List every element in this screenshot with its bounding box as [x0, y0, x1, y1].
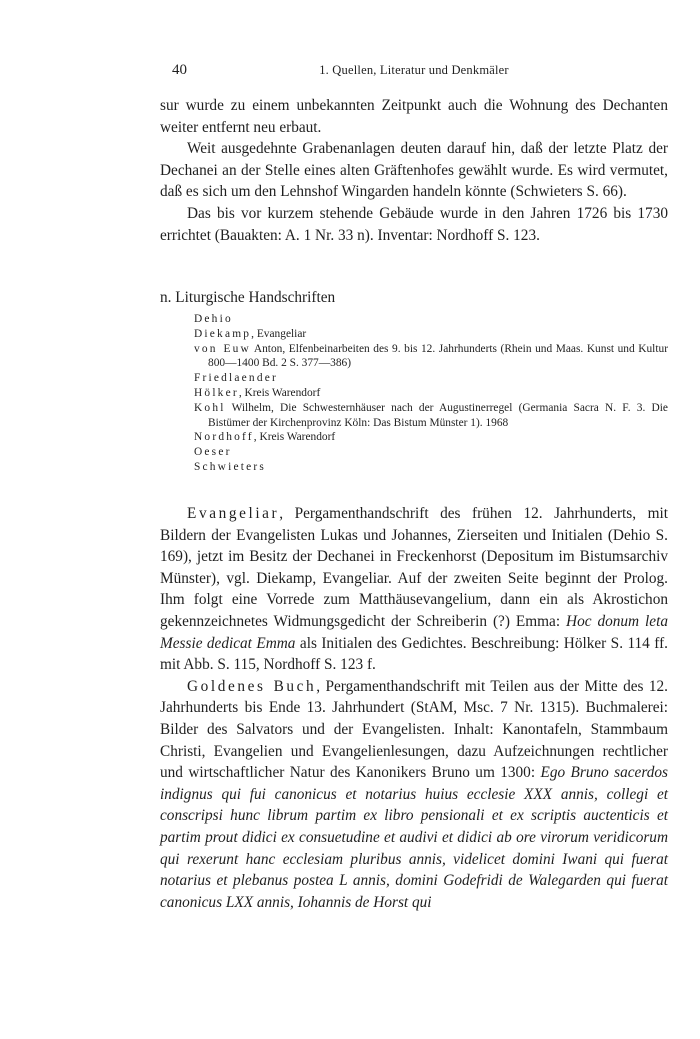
bibliography-entry — [194, 312, 668, 327]
bib-author: Diekamp — [194, 327, 252, 340]
entry-text: als Initialen des Gedichtes. Beschreibung: Hölker S. 114 ff. mit Abb. S. 115, Nordhoff S. 123 f. — [160, 634, 668, 674]
entries-text-block — [160, 503, 668, 913]
entry-quote: Hoc donum leta Messie dedicat Emma — [160, 612, 668, 652]
bib-detail: , Evangeliar — [251, 327, 307, 340]
bib-author: von Euw — [194, 342, 251, 355]
entry-goldenes-buch — [160, 676, 668, 914]
top-text-block — [160, 95, 668, 246]
bibliography-entry — [194, 430, 668, 445]
bibliography-entry — [194, 386, 668, 401]
paragraph-gebaeude: Das bis vor kurzem stehende Gebäude wurde in den Jahren 1726 bis 1730 errichtet (Bauakten: A. 1 Nr. 33 n). Inventar: Nordhoff S. 123. — [160, 204, 668, 244]
bibliography-entry — [194, 342, 668, 372]
bibliography-entry — [194, 327, 668, 342]
bib-detail: Anton, Elfenbeinarbeiten des 9. bis 12. Jahrhunderts (Rhein und Maas. Kunst und Kultur 800—1400 Bd. 2 S. 377—386) — [208, 342, 668, 370]
running-title: 1. Quellen, Literatur und Denkmäler — [319, 63, 509, 77]
entry-term: Evangeliar — [187, 505, 280, 522]
page-header — [160, 62, 668, 86]
bibliography-entry — [194, 401, 668, 431]
paragraph-grabenanlagen: Weit ausgedehnte Grabenanlagen deuten darauf hin, daß der letzte Platz der Dechanei an der Stelle eines alten Gräftenhofes gewählt wurde. Es wird vermutet, daß es sich um den Lehnshof Wingarden handeln könnte (Schwieters S. 66). — [160, 140, 668, 201]
bib-author: Nordhoff — [194, 431, 254, 444]
bib-author: Kohl — [194, 401, 226, 414]
entry-evangeliar — [160, 503, 668, 676]
entry-text: , Pergamenthandschrift des frühen 12. Jahrhunderts, mit Bildern der Evangelisten Lukas und Johannes, Zierseiten und Initialen (Dehio S. 169), jetzt im Besitz der Dechanei in Freckenhorst (Depositum im Bistumsarchiv Münster), vgl. Diekamp, Evangeliar. Auf der zweiten Seite beginnt der Prolog. Ihm folgt eine Vorrede zum Matthäusevangelium, dann ein als Akrostichon gekennzeichnetes Widmungsgedicht der Schreiberin (?) Emma: — [160, 505, 668, 630]
bibliography-entry — [194, 460, 668, 475]
bib-author: Friedlaender — [194, 372, 278, 385]
entry-quote: Ego Bruno sacerdos indignus qui fui canonicus et notarius huius ecclesie XXX annis, collegi et conscripsi hunc librum partim ex libro pensionali et ex scriptis auctenticis et partim prout didici ex consuetudine et audivi et didici ab ore virorum veridicorum qui rexerunt hanc ecclesiam pluribus annis, videlicet domini Iwani qui fuerat notarius et plebanus postea L annis, domini Godefridi de Walegarden qui fuerat canonicus LXX annis, Iohannis de Horst qui — [160, 764, 668, 911]
entry-term: Goldenes Buch — [187, 677, 317, 695]
bib-author: Oeser — [194, 446, 232, 459]
bib-author: Dehio — [194, 313, 233, 325]
bib-author: Schwieters — [194, 460, 266, 473]
bib-author: Hölker — [194, 386, 239, 399]
bibliography-entry — [194, 371, 668, 386]
bib-detail: , Kreis Warendorf — [238, 386, 321, 399]
bib-detail: Wilhelm, Die Schwesternhäuser nach der Augustinerregel (Germania Sacra N. F. 3. Die Bistümer der Kirchenprovinz Köln: Das Bistum Münster 1). 1968 — [208, 401, 668, 429]
paragraph-continuation: sur wurde zu einem unbekannten Zeitpunkt auch die Wohnung des Dechanten weiter entfernt neu erbaut. — [160, 97, 668, 136]
bibliography-entry — [194, 445, 668, 460]
entry-text: , Pergamenthandschrift mit Teilen aus der Mitte des 12. Jahrhunderts bis Ende 13. Jahrhundert (StAM, Msc. 7 Nr. 1315). Buchmalerei: Bilder des Salvators und der Evangelisten. Inhalt: Kanontafeln, Stammbaum Christi, Evangelien und Evangelienlesungen, dazu Aufzeichnungen rechtlicher und wirtschaftlicher Natur des Kanonikers Bruno um 1300: — [160, 677, 669, 782]
section-heading: n. Liturgische Handschriften — [160, 289, 336, 306]
bib-detail: , Kreis Warendorf — [253, 431, 336, 444]
page-number: 40 — [172, 62, 187, 78]
bibliography-list — [194, 312, 668, 475]
